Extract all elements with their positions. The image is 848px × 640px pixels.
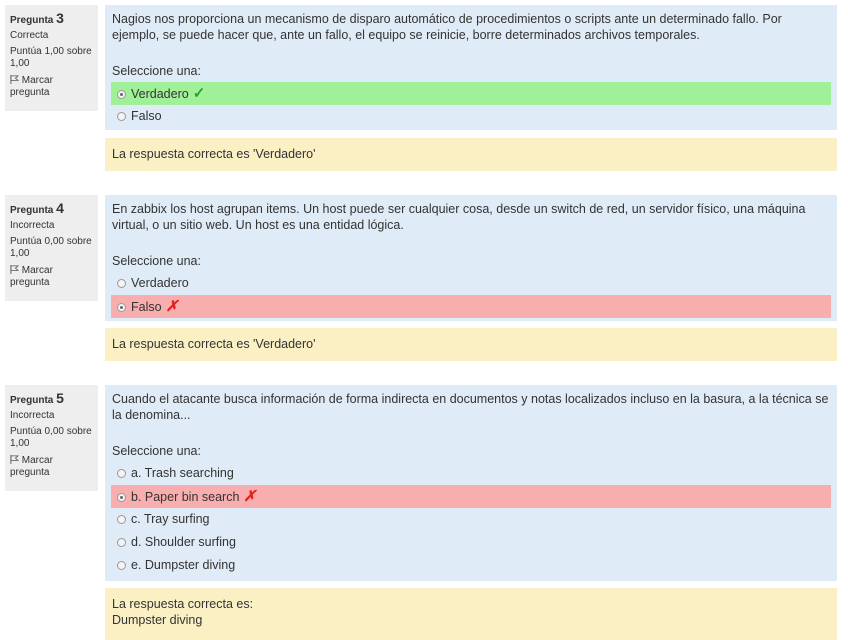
radio-button[interactable] (117, 515, 126, 524)
question-number-value: 5 (56, 390, 64, 406)
flag-icon (10, 265, 19, 274)
option-label: Falso (131, 109, 162, 123)
question-label: Pregunta (10, 395, 54, 406)
flag-icon (10, 455, 19, 464)
correct-answer-feedback (105, 588, 837, 640)
option-label: c. Tray surfing (131, 512, 210, 526)
option-label: b. Paper bin search (131, 490, 240, 504)
answer-option-b[interactable] (111, 485, 831, 508)
option-label: Verdadero (131, 276, 189, 290)
question-grade: Puntúa 1,00 sobre 1,00 (10, 46, 92, 69)
question-state: Incorrecta (10, 410, 55, 421)
answer-option-verdadero[interactable] (111, 82, 831, 105)
question-info (5, 5, 98, 111)
question-label: Pregunta (10, 205, 54, 216)
answer-option-falso[interactable] (111, 295, 831, 318)
flag-label: Marcar pregunta (10, 455, 53, 478)
radio-button[interactable] (117, 112, 126, 121)
correct-answer-feedback (105, 328, 837, 361)
feedback-answer: Dumpster diving (112, 613, 203, 627)
answer-option-e[interactable] (111, 554, 831, 577)
question-content (105, 195, 837, 321)
question-grade: Puntúa 0,00 sobre 1,00 (10, 236, 92, 259)
question-content (105, 385, 837, 581)
question-number (10, 10, 93, 26)
question-state: Correcta (10, 30, 49, 41)
correct-answer-feedback (105, 138, 837, 171)
answer-option-a[interactable] (111, 462, 831, 485)
option-label: e. Dumpster diving (131, 558, 236, 572)
answer-option-falso[interactable] (111, 105, 831, 128)
cross-icon: ✗ (165, 298, 179, 315)
answer-option-d[interactable] (111, 531, 831, 554)
option-label: Verdadero (131, 87, 189, 101)
question-content (105, 5, 837, 130)
radio-button[interactable] (117, 279, 126, 288)
question-number (10, 200, 93, 216)
radio-button[interactable] (117, 538, 126, 547)
flag-question-link[interactable] (10, 455, 93, 479)
check-icon: ✓ (192, 85, 206, 102)
flag-label: Marcar pregunta (10, 75, 53, 98)
answer-prompt: Seleccione una: (112, 254, 201, 268)
question-grade: Puntúa 0,00 sobre 1,00 (10, 426, 92, 449)
option-label: Falso (131, 300, 162, 314)
answer-prompt: Seleccione una: (112, 64, 201, 78)
flag-question-link[interactable] (10, 265, 93, 289)
flag-question-link[interactable] (10, 75, 93, 99)
flag-icon (10, 75, 19, 84)
radio-button[interactable] (117, 493, 126, 502)
question-state: Incorrecta (10, 220, 55, 231)
radio-button[interactable] (117, 561, 126, 570)
answer-prompt: Seleccione una: (112, 444, 201, 458)
question-label: Pregunta (10, 15, 54, 26)
question-text: En zabbix los host agrupan items. Un host puede ser cualquier cosa, desde un switch de red, un servidor físico, una máquina virtual, o un sitio web. Un host es una entidad lógica. (112, 202, 806, 232)
flag-label: Marcar pregunta (10, 265, 53, 288)
feedback-text: La respuesta correcta es 'Verdadero' (112, 147, 316, 161)
option-label: a. Trash searching (131, 466, 234, 480)
question-number-value: 3 (56, 10, 64, 26)
question-number-value: 4 (56, 200, 64, 216)
radio-button[interactable] (117, 90, 126, 99)
question-text: Cuando el atacante busca información de forma indirecta en documentos y notas localizados incluso en la basura, a la técnica se la denomina... (112, 392, 829, 422)
question-text: Nagios nos proporciona un mecanismo de disparo automático de procedimientos o scripts ante un determinado fallo. Por ejemplo, se puede hacer que, ante un fallo, el equipo se reinicie, borre determinados archivos temporales. (112, 12, 782, 42)
answer-option-c[interactable] (111, 508, 831, 531)
option-label: d. Shoulder surfing (131, 535, 236, 549)
feedback-text: La respuesta correcta es: (112, 597, 254, 611)
feedback-text: La respuesta correcta es 'Verdadero' (112, 337, 316, 351)
radio-button[interactable] (117, 469, 126, 478)
radio-button[interactable] (117, 303, 126, 312)
question-number (10, 390, 93, 406)
question-info (5, 195, 98, 301)
answer-option-verdadero[interactable] (111, 272, 831, 295)
cross-icon: ✗ (243, 488, 256, 505)
question-info (5, 385, 98, 491)
